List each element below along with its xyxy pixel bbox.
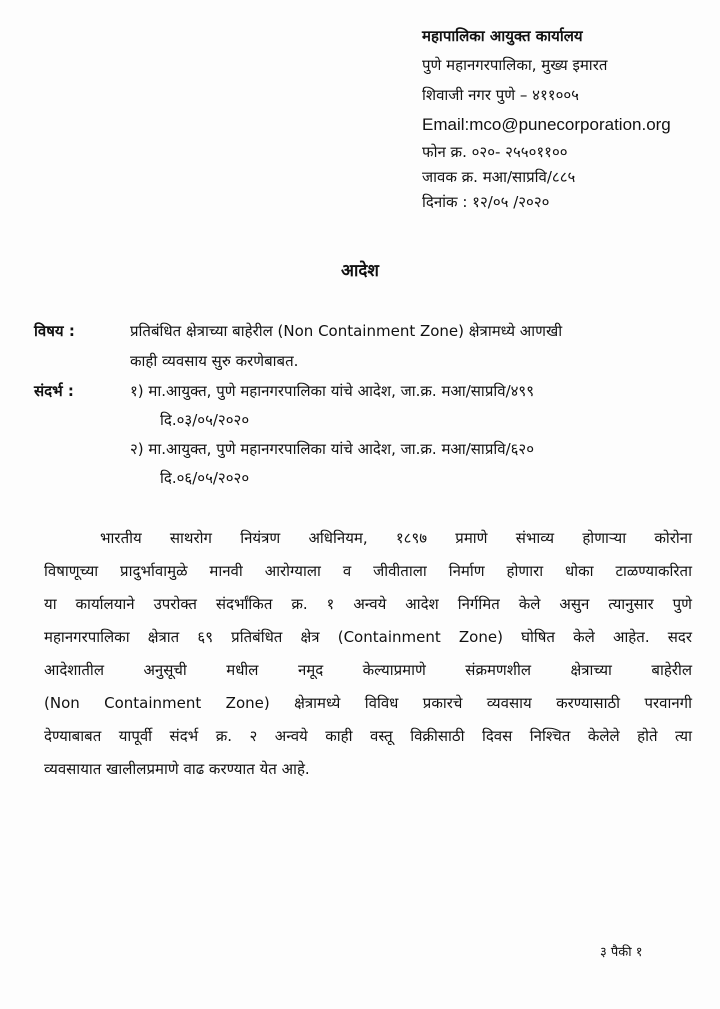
references-row — [34, 376, 694, 492]
references-label: संदर्भ : — [34, 382, 74, 400]
body-line: (Non Containment Zone) क्षेत्रामध्ये विविध प्रकारचे व्यवसाय करण्यासाठी परवानगी — [44, 694, 692, 712]
body-line: विषाणूच्या प्रादुर्भावामुळे मानवी आरोग्याला व जीवीताला निर्माण होणारा धोका टाळण्याकरिता — [44, 562, 692, 580]
reference-date: दि.०६/०५/२०२० — [160, 469, 250, 487]
letterhead — [422, 22, 712, 215]
reference-item: २) मा.आयुक्त, पुणे महानगरपालिका यांचे आदेश, जा.क्र. मआ/साप्रवि/६२० — [130, 440, 535, 458]
reference-item: १) मा.आयुक्त, पुणे महानगरपालिका यांचे आदेश, जा.क्र. मआ/साप्रवि/४९९ — [130, 382, 535, 400]
body-line: महानगरपालिका क्षेत्रात ६९ प्रतिबंधित क्षेत्र (Containment Zone) घोषित केले आहेत. सदर — [44, 628, 692, 646]
subject-row — [34, 316, 694, 376]
body-line: भारतीय साथरोग नियंत्रण अधिनियम, १८९७ प्रमाणे संभाव्य होणाऱ्या कोरोना — [100, 529, 692, 547]
page-indicator: ३ पैकी १ — [600, 945, 643, 960]
body-line: आदेशातील अनुसूची मधील नमूद केल्याप्रमाणे संक्रमणशील क्षेत्राच्या बाहेरील — [44, 661, 692, 679]
references-list — [130, 376, 694, 492]
order-title: आदेश — [341, 261, 379, 281]
body-paragraph — [44, 522, 692, 786]
reference-date: दि.०३/०५/२०२० — [160, 411, 250, 429]
office-name: महापालिका आयुक्त कार्यालय — [422, 27, 583, 45]
subject-line-2: काही व्यवसाय सुरु करणेबाबत. — [130, 352, 299, 370]
email-address: Email:mco@punecorporation.org — [422, 115, 671, 134]
letter-date: दिनांक : १२/०५ /२०२० — [422, 193, 550, 211]
body-line: या कार्यालयाने उपरोक्त संदर्भांकित क्र. १ अन्वये आदेश निर्गमित केले असुन त्यानुसार पुणे — [44, 595, 692, 613]
body-line: व्यवसायात खालीलप्रमाणे वाढ करण्यात येत आहे. — [44, 760, 310, 778]
subject-line-1: प्रतिबंधित क्षेत्राच्या बाहेरील (Non Containment Zone) क्षेत्रामध्ये आणखी — [130, 322, 563, 340]
subject-text — [130, 316, 694, 376]
corporation-name: पुणे महानगरपालिका, मुख्य इमारत — [422, 56, 608, 74]
subject-and-references — [34, 316, 694, 492]
office-address: शिवाजी नगर पुणे – ४११००५ — [422, 86, 579, 104]
subject-label: विषय : — [34, 322, 75, 340]
phone-number: फोन क्र. ०२०- २५५०११०० — [422, 143, 568, 161]
outward-number: जावक क्र. मआ/साप्रवि/८८५ — [422, 168, 576, 186]
body-line: देण्याबाबत यापूर्वी संदर्भ क्र. २ अन्वये काही वस्तू विक्रीसाठी दिवस निश्चित केलेले होते त्या — [44, 727, 692, 745]
